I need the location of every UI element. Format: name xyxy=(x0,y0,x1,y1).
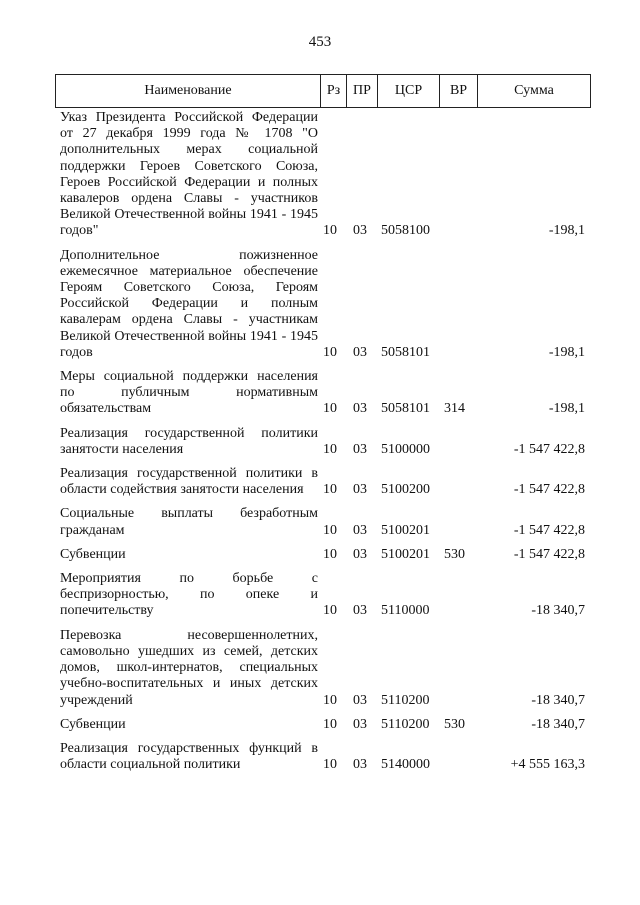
row-rz: 10 xyxy=(323,603,337,619)
row-csr: 5100201 xyxy=(381,546,430,562)
row-rz: 10 xyxy=(323,757,337,773)
row-rz: 10 xyxy=(323,716,337,732)
table-row xyxy=(55,571,591,620)
column-header-name: Наименование xyxy=(56,75,321,107)
row-rz: 10 xyxy=(323,546,337,562)
row-csr: 5140000 xyxy=(381,757,430,773)
row-csr: 5110000 xyxy=(381,603,430,619)
row-pr: 03 xyxy=(353,692,367,708)
row-pr: 03 xyxy=(353,546,367,562)
row-rz: 10 xyxy=(323,401,337,417)
row-rz: 10 xyxy=(323,522,337,538)
table-header xyxy=(55,74,591,108)
row-csr: 5110200 xyxy=(381,692,430,708)
row-name: Реализация государственной политики в области содействия занятости населения xyxy=(60,466,318,498)
page-number: 453 xyxy=(308,34,332,50)
row-csr: 5058101 xyxy=(381,401,430,417)
row-pr: 03 xyxy=(353,716,367,732)
table-row xyxy=(55,741,591,773)
row-csr: 5100200 xyxy=(381,482,430,498)
row-rz: 10 xyxy=(323,482,337,498)
row-csr: 5058101 xyxy=(381,344,430,360)
column-header-pr: ПР xyxy=(347,75,378,107)
row-name: Субвенции xyxy=(60,716,126,732)
row-vr: 530 xyxy=(444,716,465,732)
row-sum: -18 340,7 xyxy=(531,692,585,708)
table-row xyxy=(55,547,591,563)
table-row xyxy=(55,369,591,418)
row-name: Перевозка несовершеннолетних, самовольно ушедших из семей, детских домов, школ-интернатов, специальных учебно-воспитательных и иных детских учреждений xyxy=(60,627,318,708)
row-pr: 03 xyxy=(353,603,367,619)
column-header-rz: Рз xyxy=(321,75,347,107)
row-sum: -18 340,7 xyxy=(531,603,585,619)
row-sum: -18 340,7 xyxy=(531,716,585,732)
row-name: Дополнительное пожизненное ежемесячное материальное обеспечение Героям Советского Союза, Героям Российской Федерации и полным кавалерам ордена Славы - участникам Великой Отечественной войны 1941 - 1945 годов xyxy=(60,247,318,360)
row-csr: 5100000 xyxy=(381,441,430,457)
row-rz: 10 xyxy=(323,692,337,708)
row-pr: 03 xyxy=(353,757,367,773)
row-vr: 530 xyxy=(444,546,465,562)
row-name: Мероприятия по борьбе с беспризорностью, по опеке и попечительству xyxy=(60,571,318,619)
row-name: Меры социальной поддержки населения по публичным нормативным обязательствам xyxy=(60,369,318,417)
table-row xyxy=(55,426,591,458)
column-header-sum: Сумма xyxy=(514,83,554,98)
row-pr: 03 xyxy=(353,441,367,457)
table-row xyxy=(55,466,591,498)
row-name: Реализация государственной политики занятости населения xyxy=(60,425,318,457)
row-rz: 10 xyxy=(323,344,337,360)
row-csr: 5058100 xyxy=(381,223,430,239)
row-csr: 5100201 xyxy=(381,522,430,538)
row-sum: -198,1 xyxy=(548,344,585,360)
table-row xyxy=(55,248,591,361)
row-pr: 03 xyxy=(353,522,367,538)
table-row xyxy=(55,506,591,538)
table-body xyxy=(55,110,591,781)
row-pr: 03 xyxy=(353,223,367,239)
row-name: Социальные выплаты безработным гражданам xyxy=(60,506,318,538)
row-rz: 10 xyxy=(323,441,337,457)
row-sum: -1 547 422,8 xyxy=(513,546,585,562)
row-pr: 03 xyxy=(353,482,367,498)
row-name: Субвенции xyxy=(60,546,126,562)
column-header-csr: ЦСР xyxy=(378,75,440,107)
row-rz: 10 xyxy=(323,223,337,239)
row-sum: -1 547 422,8 xyxy=(513,441,585,457)
row-name: Реализация государственных функций в области социальной политики xyxy=(60,740,318,773)
table-row xyxy=(55,628,591,709)
row-sum: -198,1 xyxy=(548,223,585,239)
table-row xyxy=(55,717,591,733)
row-sum: +4 555 163,3 xyxy=(510,757,585,773)
row-csr: 5110200 xyxy=(381,716,430,732)
row-pr: 03 xyxy=(353,344,367,360)
row-vr: 314 xyxy=(444,401,465,417)
row-sum: -1 547 422,8 xyxy=(513,482,585,498)
column-header-vr: ВР xyxy=(440,75,478,107)
table-row xyxy=(55,110,591,240)
row-sum: -1 547 422,8 xyxy=(513,522,585,538)
row-sum: -198,1 xyxy=(548,401,585,417)
row-pr: 03 xyxy=(353,401,367,417)
row-name: Указ Президента Российской Федерации от 27 декабря 1999 года № 1708 "О дополнительных мерах социальной поддержки Героев Советского Союза, Героев Российской Федерации и полных кавалеров ордена Славы - участников Великой Отечественной войны 1941 - 1945 годов" xyxy=(60,110,318,239)
